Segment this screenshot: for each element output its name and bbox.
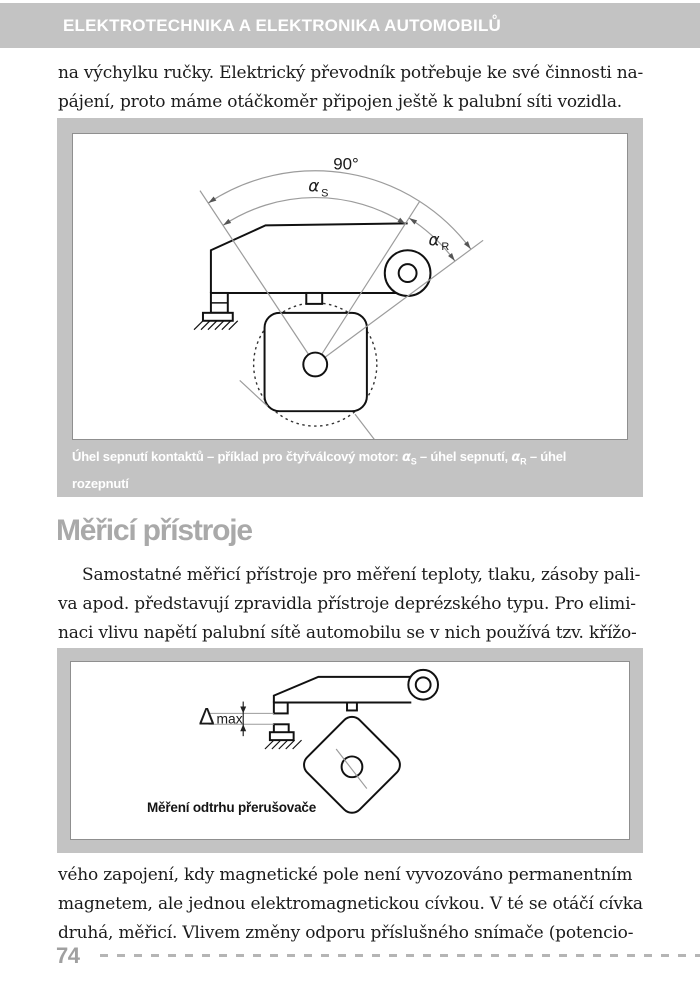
caption-line bbox=[72, 446, 632, 473]
text-line: druhá, měřicí. Vlivem změny odporu příslušného snímače (potencio- bbox=[58, 923, 634, 943]
header-title: ELEKTROTECHNIKA A ELEKTRONIKA AUTOMOBILŮ bbox=[63, 15, 502, 35]
caption-alpha: α bbox=[401, 450, 411, 465]
section-heading: Měřicí přístroje bbox=[56, 514, 252, 547]
upper-contact bbox=[274, 703, 288, 714]
max-label: max bbox=[216, 710, 243, 727]
contact-notch bbox=[306, 293, 322, 304]
text-line: magnetem, ale jednou elektromagnetickou cívkou. V té se otáčí cívka bbox=[58, 894, 643, 914]
breaker-arm bbox=[274, 670, 438, 703]
cam-axle bbox=[303, 353, 327, 377]
ground-hatching bbox=[265, 740, 302, 749]
caption-sub-s: S bbox=[410, 456, 417, 467]
figure1-canvas bbox=[72, 133, 628, 440]
caption-sub-r: R bbox=[520, 456, 527, 467]
text-line: vého zapojení, kdy magnetické pole není vyvozováno permanentním bbox=[58, 865, 633, 885]
text-line: pájení, proto máme otáčkoměr připojen ještě k palubní síti vozidla. bbox=[58, 92, 622, 112]
caption-text: – úhel sepnutí, bbox=[416, 449, 512, 464]
text-line: Samostatné měřicí přístroje pro měření teploty, tlaku, zásoby pali- bbox=[82, 565, 641, 585]
caption-text: – úhel bbox=[526, 449, 567, 464]
text-line: naci vlivu napětí palubní sítě automobilu se v nich používá tzv. křížo- bbox=[58, 623, 637, 643]
caption-text: Úhel sepnutí kontaktů – příklad pro čtyřválcový motor: bbox=[72, 449, 402, 464]
figure1-frame bbox=[57, 118, 643, 497]
header-bar bbox=[0, 3, 700, 48]
caption-line: rozepnutí bbox=[72, 475, 129, 491]
alpha-r-sub: R bbox=[441, 241, 450, 254]
support-ground bbox=[265, 732, 302, 749]
contact-notch bbox=[347, 703, 357, 711]
alpha-s-sub: S bbox=[321, 187, 329, 200]
text-line: na výchylku ručky. Elektrický převodník potřebuje ke své činnosti na- bbox=[58, 63, 644, 83]
section-paragraph bbox=[58, 561, 658, 648]
intro-paragraph bbox=[58, 59, 658, 117]
alpha-r-label: α bbox=[428, 229, 440, 250]
text-line: va apod. představují zpravidla přístroje deprézského typu. Pro elimi- bbox=[58, 594, 636, 614]
arm-eye-inner bbox=[399, 264, 417, 282]
ground-hatching bbox=[194, 321, 238, 330]
page-number: 74 bbox=[56, 943, 80, 968]
arm-eye-inner bbox=[416, 677, 431, 692]
footer-divider bbox=[100, 954, 700, 957]
caption-alpha: α bbox=[511, 450, 521, 465]
figure2-frame bbox=[57, 648, 643, 853]
delta-label: Δ bbox=[198, 704, 215, 731]
angle-90-label: 90° bbox=[333, 154, 359, 174]
alpha-s-label: α bbox=[308, 175, 320, 196]
support-ground bbox=[194, 293, 238, 330]
figure1-caption bbox=[72, 446, 632, 494]
closing-paragraph bbox=[58, 861, 658, 948]
figure1-diagram bbox=[73, 134, 627, 439]
breaker-arm bbox=[211, 223, 431, 296]
figure2-caption: Měření odtrhu přerušovače bbox=[147, 800, 317, 815]
figure2-canvas bbox=[70, 661, 630, 840]
